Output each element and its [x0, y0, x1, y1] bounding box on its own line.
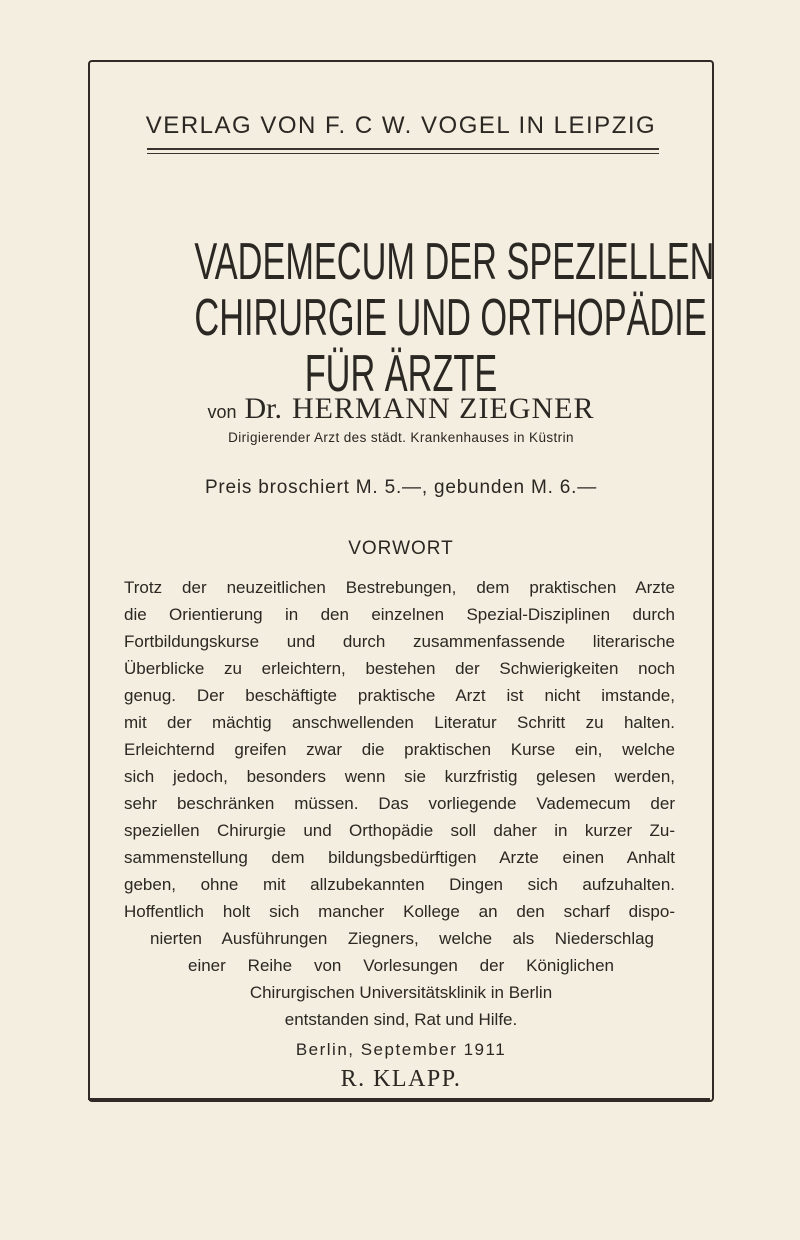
author-name: HERMANN ZIEGNER [292, 392, 595, 425]
preface-line: Fortbildungskurse und durch zusammenfassende literarische [124, 632, 675, 651]
page-border-bottom [88, 1098, 710, 1100]
preface-line: nierten Ausführungen Ziegners, welche als Niederschlag [150, 929, 654, 948]
preface-line: sammenstellung dem bildungsbedürftigen Arzte einen Anhalt [124, 848, 675, 867]
preface-line: sich jedoch, besonders wenn sie kurzfristig gelesen werden, [124, 767, 675, 786]
place-date: Berlin, September 1911 [295, 1040, 507, 1059]
preface-line: Trotz der neuzeitlichen Bestrebungen, dem praktischen Arzte [124, 578, 675, 597]
signature: R. KLAPP. [340, 1066, 462, 1092]
preface-line: Erleichternd greifen zwar die praktischen Kurse ein, welche [124, 740, 675, 759]
author-prefix: von [207, 402, 237, 422]
book-title-line-3: FÜR ÄRZTE [304, 345, 498, 403]
preface-line: geben, ohne mit allzubekannten Dingen sich aufzuhalten. [124, 875, 675, 894]
author-title: Dr. [244, 392, 283, 425]
preface-line: genug. Der beschäftigte praktische Arzt ist nicht imstande, [124, 686, 675, 705]
preface-line: Chirurgischen Universitätsklinik in Berlin [249, 983, 553, 1002]
preface-line: mit der mächtig anschwellenden Literatur Schritt zu halten. [124, 713, 675, 732]
double-rule-top [147, 148, 659, 150]
author-line [88, 392, 714, 426]
preface-line: entstanden sind, Rat und Hilfe. [284, 1010, 518, 1029]
preface-line: sehr beschränken müssen. Das vorliegende Vademecum der [124, 794, 675, 813]
preface-line: Hoffentlich holt sich mancher Kollege an den scharf dispo- [124, 902, 675, 921]
preface-heading: VORWORT [348, 538, 454, 559]
preface-line: die Orientierung in den einzelnen Spezial-Disziplinen durch [124, 605, 675, 624]
author-affiliation: Dirigierender Arzt des städt. Krankenhauses in Küstrin [228, 430, 574, 445]
price-line: Preis broschiert M. 5.—, gebunden M. 6.— [204, 477, 598, 498]
book-title-line-2: CHIRURGIE UND ORTHOPÄDIE [194, 289, 707, 347]
double-rule-bottom [147, 153, 659, 154]
preface-line: Überblicke zu erleichtern, bestehen der Schwierigkeiten noch [124, 659, 675, 678]
preface-line: einer Reihe von Vorlesungen der Königlichen [188, 956, 614, 975]
preface-line: speziellen Chirurgie und Orthopädie soll daher in kurzer Zu- [124, 821, 675, 840]
book-title-line-1: VADEMECUM DER SPEZIELLEN [194, 233, 715, 291]
publisher-line: VERLAG VON F. C W. VOGEL IN LEIPZIG [145, 112, 657, 139]
